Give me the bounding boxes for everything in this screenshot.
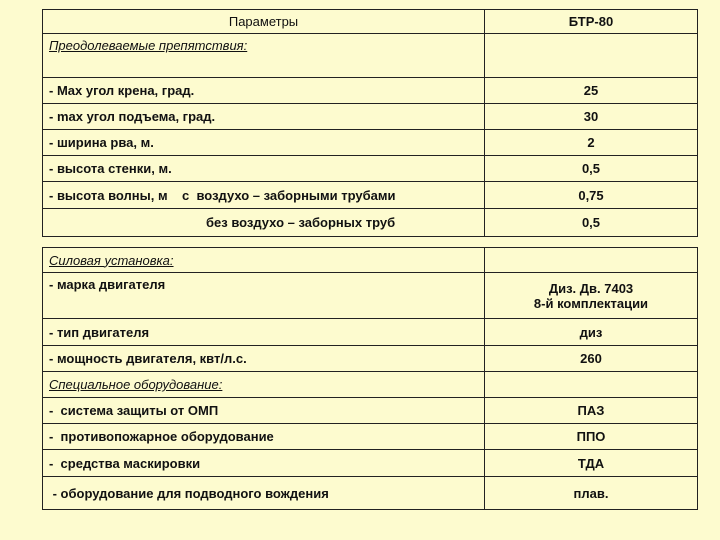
param-value: ПАЗ: [485, 398, 698, 424]
header-vehicle: БТР-80: [485, 10, 698, 34]
table-row: [43, 477, 698, 510]
table-row: [43, 130, 698, 156]
param-value: 0,75: [485, 182, 698, 209]
param-label: - max угол подъема, град.: [43, 104, 485, 130]
param-value: 0,5: [485, 209, 698, 237]
param-value: 8-й комплектации: [533, 295, 649, 311]
table-row: [43, 424, 698, 450]
table-row: [43, 398, 698, 424]
param-label: - мощность двигателя, квт/л.с.: [43, 346, 485, 372]
section-title-power-plant: Силовая установка:: [49, 252, 174, 268]
param-value: 0,5: [485, 156, 698, 182]
section-row: [43, 34, 698, 78]
table-row: [43, 156, 698, 182]
section-title-obstacles: Преодолеваемые препятствия:: [49, 38, 248, 53]
equipment-table: [42, 247, 698, 510]
param-value: ППО: [485, 424, 698, 450]
param-label: - оборудование для подводного вождения: [43, 477, 485, 510]
param-label: - высота волны, м с воздухо – заборными трубами: [43, 182, 485, 209]
param-label: - ширина рва, м.: [43, 130, 485, 156]
table-row: [43, 104, 698, 130]
param-label: - высота стенки, м.: [43, 156, 485, 182]
param-label: - система защиты от ОМП: [43, 398, 485, 424]
param-value: плав.: [485, 477, 698, 510]
param-label: без воздухо – заборных труб: [43, 209, 485, 237]
section-row: [43, 248, 698, 273]
table-row: [43, 209, 698, 237]
table-row: [43, 450, 698, 477]
param-value: 30: [485, 104, 698, 130]
table-row: [43, 273, 698, 319]
param-label: - противопожарное оборудование: [43, 424, 485, 450]
section-row: [43, 372, 698, 398]
table-row: [43, 78, 698, 104]
param-value: 25: [485, 78, 698, 104]
obstacles-table: [42, 9, 698, 237]
param-value: диз: [485, 319, 698, 346]
param-value: 2: [485, 130, 698, 156]
section-title-special-equipment: Специальное оборудование:: [49, 377, 223, 392]
header-parameters: Параметры: [43, 10, 485, 34]
param-label: - средства маскировки: [43, 450, 485, 477]
param-value: Диз. Дв. 7403: [548, 280, 634, 296]
table-row: [43, 182, 698, 209]
param-label: - Max угол крена, град.: [43, 78, 485, 104]
param-label: - марка двигателя: [43, 273, 485, 319]
param-value: 260: [485, 346, 698, 372]
param-value: ТДА: [485, 450, 698, 477]
table-row: [43, 346, 698, 372]
table-header-row: [43, 10, 698, 34]
param-label: - тип двигателя: [43, 319, 485, 346]
table-row: [43, 319, 698, 346]
